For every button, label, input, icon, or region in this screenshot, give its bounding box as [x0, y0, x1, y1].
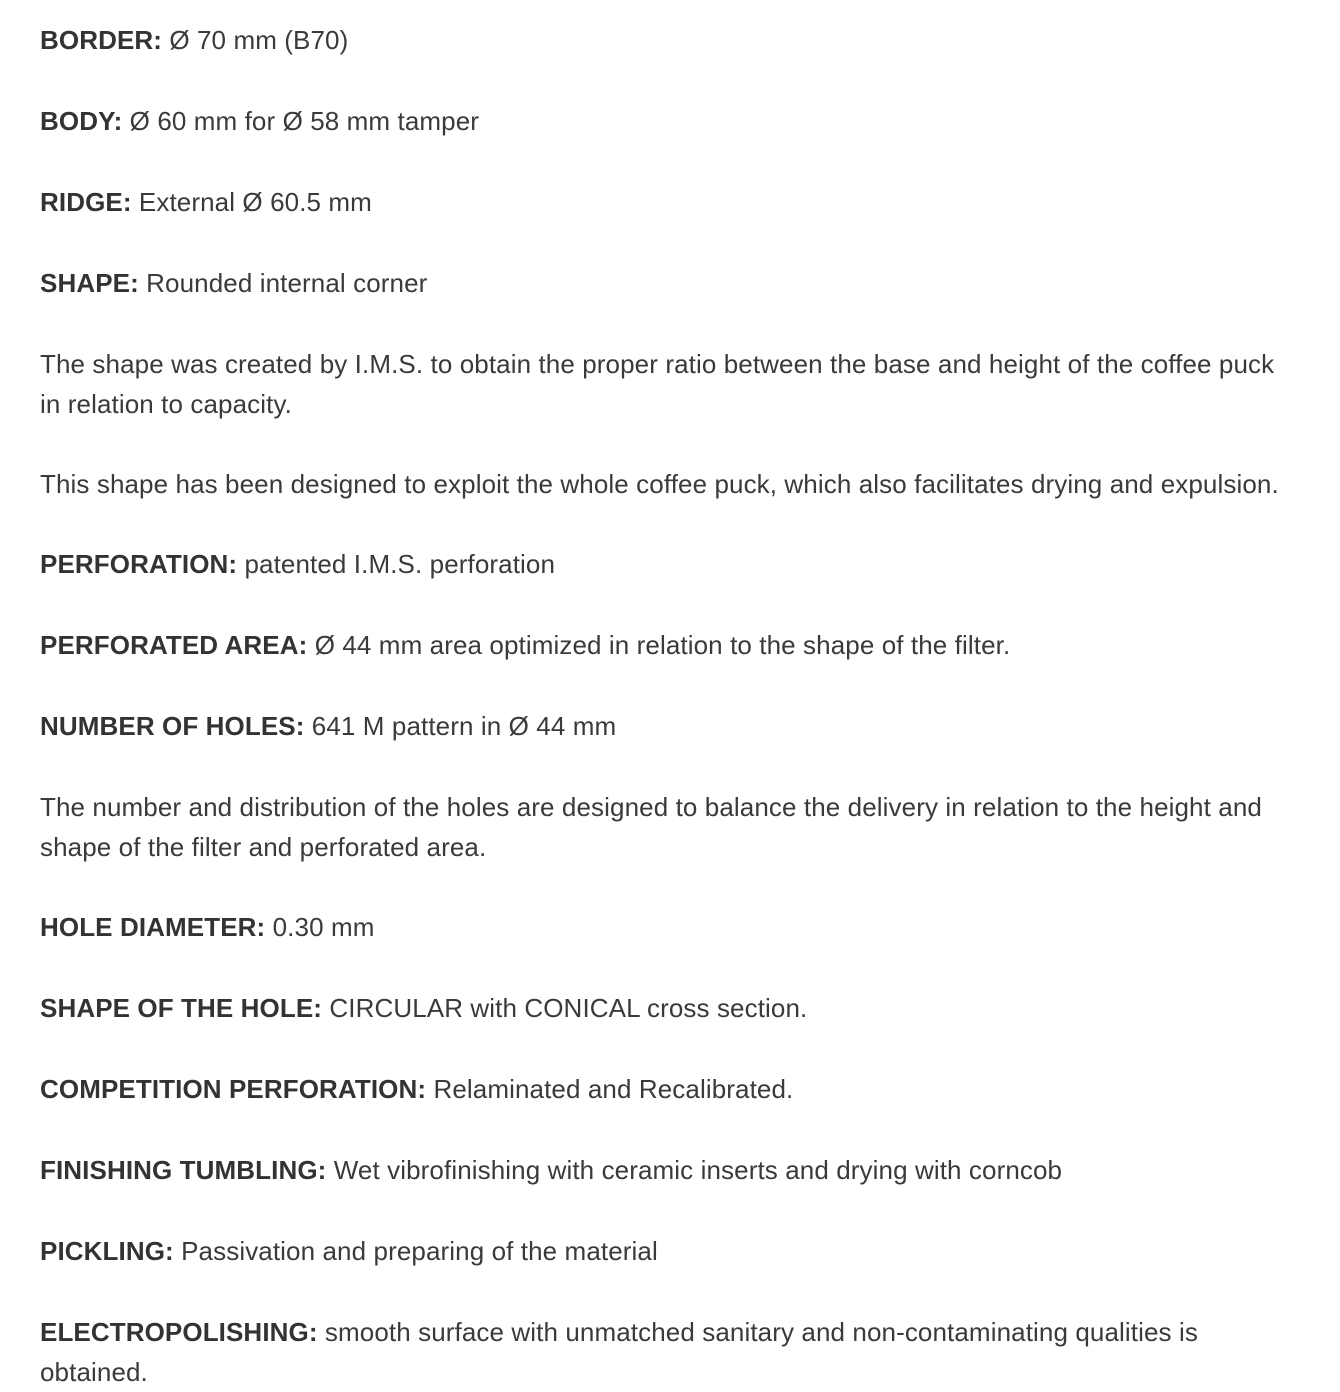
- spec-shape-of-hole: [40, 988, 1300, 1028]
- spec-body: [40, 101, 1300, 141]
- spec-label: HOLE DIAMETER:: [40, 912, 266, 942]
- holes-description-paragraph: The number and distribution of the holes are designed to balance the delivery in relation to the height and shape of the filter and perforated area.: [40, 792, 1262, 862]
- spec-shape: [40, 263, 1300, 303]
- spec-ridge: [40, 182, 1300, 222]
- spec-label: FINISHING TUMBLING:: [40, 1155, 327, 1185]
- spec-value: Ø 70 mm (B70): [162, 25, 349, 55]
- spec-label: PERFORATION:: [40, 549, 238, 579]
- spec-competition-perforation: [40, 1069, 1300, 1109]
- spec-border: [40, 20, 1300, 60]
- spec-value: CIRCULAR with CONICAL cross section.: [322, 993, 808, 1023]
- spec-pickling: [40, 1231, 1300, 1271]
- spec-label: ELECTROPOLISHING:: [40, 1317, 318, 1347]
- spec-value: patented I.M.S. perforation: [237, 549, 556, 579]
- spec-label: BORDER:: [40, 25, 163, 55]
- spec-value: smooth surface with unmatched sanitary and non-contaminating qualities is obtained.: [40, 1317, 1198, 1387]
- spec-value: Relaminated and Recalibrated.: [426, 1074, 794, 1104]
- spec-number-of-holes: [40, 706, 1300, 746]
- spec-label: NUMBER OF HOLES:: [40, 711, 305, 741]
- spec-value: Ø 44 mm area optimized in relation to the shape of the filter.: [307, 630, 1011, 660]
- spec-hole-diameter: [40, 907, 1300, 947]
- spec-value: 641 M pattern in Ø 44 mm: [304, 711, 617, 741]
- spec-value: Ø 60 mm for Ø 58 mm tamper: [122, 106, 480, 136]
- spec-value: External Ø 60.5 mm: [131, 187, 372, 217]
- spec-label: SHAPE OF THE HOLE:: [40, 993, 323, 1023]
- spec-value: Passivation and preparing of the material: [173, 1236, 658, 1266]
- spec-value: Wet vibrofinishing with ceramic inserts and drying with corncob: [326, 1155, 1063, 1185]
- spec-value: Rounded internal corner: [138, 268, 428, 298]
- spec-finishing-tumbling: [40, 1150, 1300, 1190]
- shape-description-paragraph: The shape was created by I.M.S. to obtain the proper ratio between the base and height of the coffee puck in relation to capacity.: [40, 349, 1275, 419]
- spec-perforated-area: [40, 625, 1300, 665]
- spec-label: PICKLING:: [40, 1236, 174, 1266]
- shape-purpose-paragraph: This shape has been designed to exploit the whole coffee puck, which also facilitates drying and expulsion.: [40, 469, 1279, 499]
- spec-electropolishing: [40, 1312, 1300, 1387]
- spec-value: 0.30 mm: [265, 912, 375, 942]
- spec-label: COMPETITION PERFORATION:: [40, 1074, 427, 1104]
- spec-label: SHAPE:: [40, 268, 139, 298]
- spec-label: RIDGE:: [40, 187, 132, 217]
- spec-label: BODY:: [40, 106, 123, 136]
- spec-perforation: [40, 544, 1300, 584]
- spec-label: PERFORATED AREA:: [40, 630, 308, 660]
